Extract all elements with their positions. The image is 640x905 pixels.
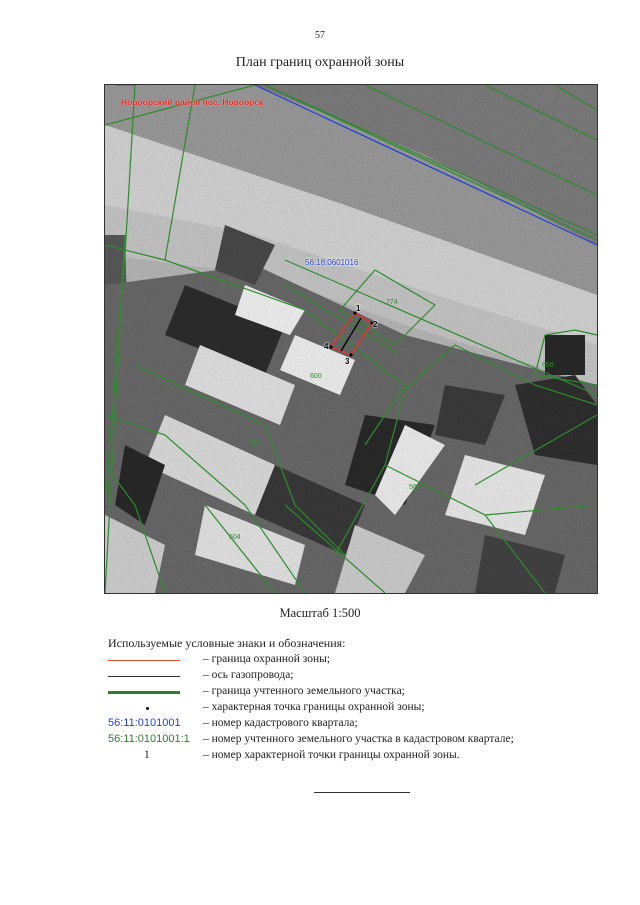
parcel-label: 656 — [542, 362, 554, 369]
legend-item — [108, 732, 608, 748]
zone-point-4 — [329, 345, 332, 348]
legend-item — [108, 668, 608, 684]
legend-title: Используемые условные знаки и обозначения: — [108, 636, 346, 650]
map-scale: Масштаб 1:500 — [279, 606, 361, 620]
cadastral-map — [104, 84, 598, 594]
parcel-boundary-symbol — [108, 691, 180, 694]
parcel-label: 599 — [249, 440, 261, 447]
point-number-symbol: 1 — [144, 749, 150, 761]
parcel-label: 569 — [409, 484, 421, 491]
legend-item — [108, 684, 608, 700]
quarter-number-symbol: 56:11:0101001 — [108, 717, 181, 729]
parcel-number-symbol: 56:11:0101001:1 — [108, 733, 190, 745]
legend-text: – характерная точка границы охранной зоны; — [203, 701, 425, 713]
point-dot-symbol — [146, 707, 149, 710]
point-label-3: 3 — [345, 357, 350, 366]
legend-item — [108, 652, 608, 668]
point-label-2: 2 — [373, 320, 378, 329]
zone-point-3 — [349, 353, 352, 356]
legend-item — [108, 716, 608, 732]
legend-text: – номер учтенного земельного участка в кадастровом квартале; — [203, 733, 514, 745]
district-label: Новоорский район пос. Новоорск — [121, 97, 264, 107]
parcel-label: 600 — [310, 373, 322, 380]
point-label-1: 1 — [356, 304, 361, 313]
cadastral-quarter-label: 56:18:0601016 — [305, 258, 359, 267]
legend — [108, 652, 608, 764]
pipeline-axis-symbol — [108, 676, 180, 677]
aerial-photo — [105, 85, 597, 593]
legend-item — [108, 748, 608, 764]
legend-text: – граница учтенного земельного участка; — [203, 685, 405, 697]
parcel-label: 774 — [386, 299, 398, 306]
legend-text: – ось газопровода; — [203, 669, 294, 681]
signature-line — [314, 792, 410, 793]
legend-text: – номер характерной точки границы охранной зоны. — [203, 749, 460, 761]
legend-text: – граница охранной зоны; — [203, 653, 331, 665]
parcel-label: 604 — [229, 534, 241, 541]
legend-item — [108, 700, 608, 716]
point-label-4: 4 — [324, 342, 329, 351]
page-number: 57 — [315, 30, 325, 41]
zone-boundary-symbol — [108, 660, 180, 661]
document-title: План границ охранной зоны — [235, 55, 405, 70]
legend-text: – номер кадастрового квартала; — [203, 717, 358, 729]
